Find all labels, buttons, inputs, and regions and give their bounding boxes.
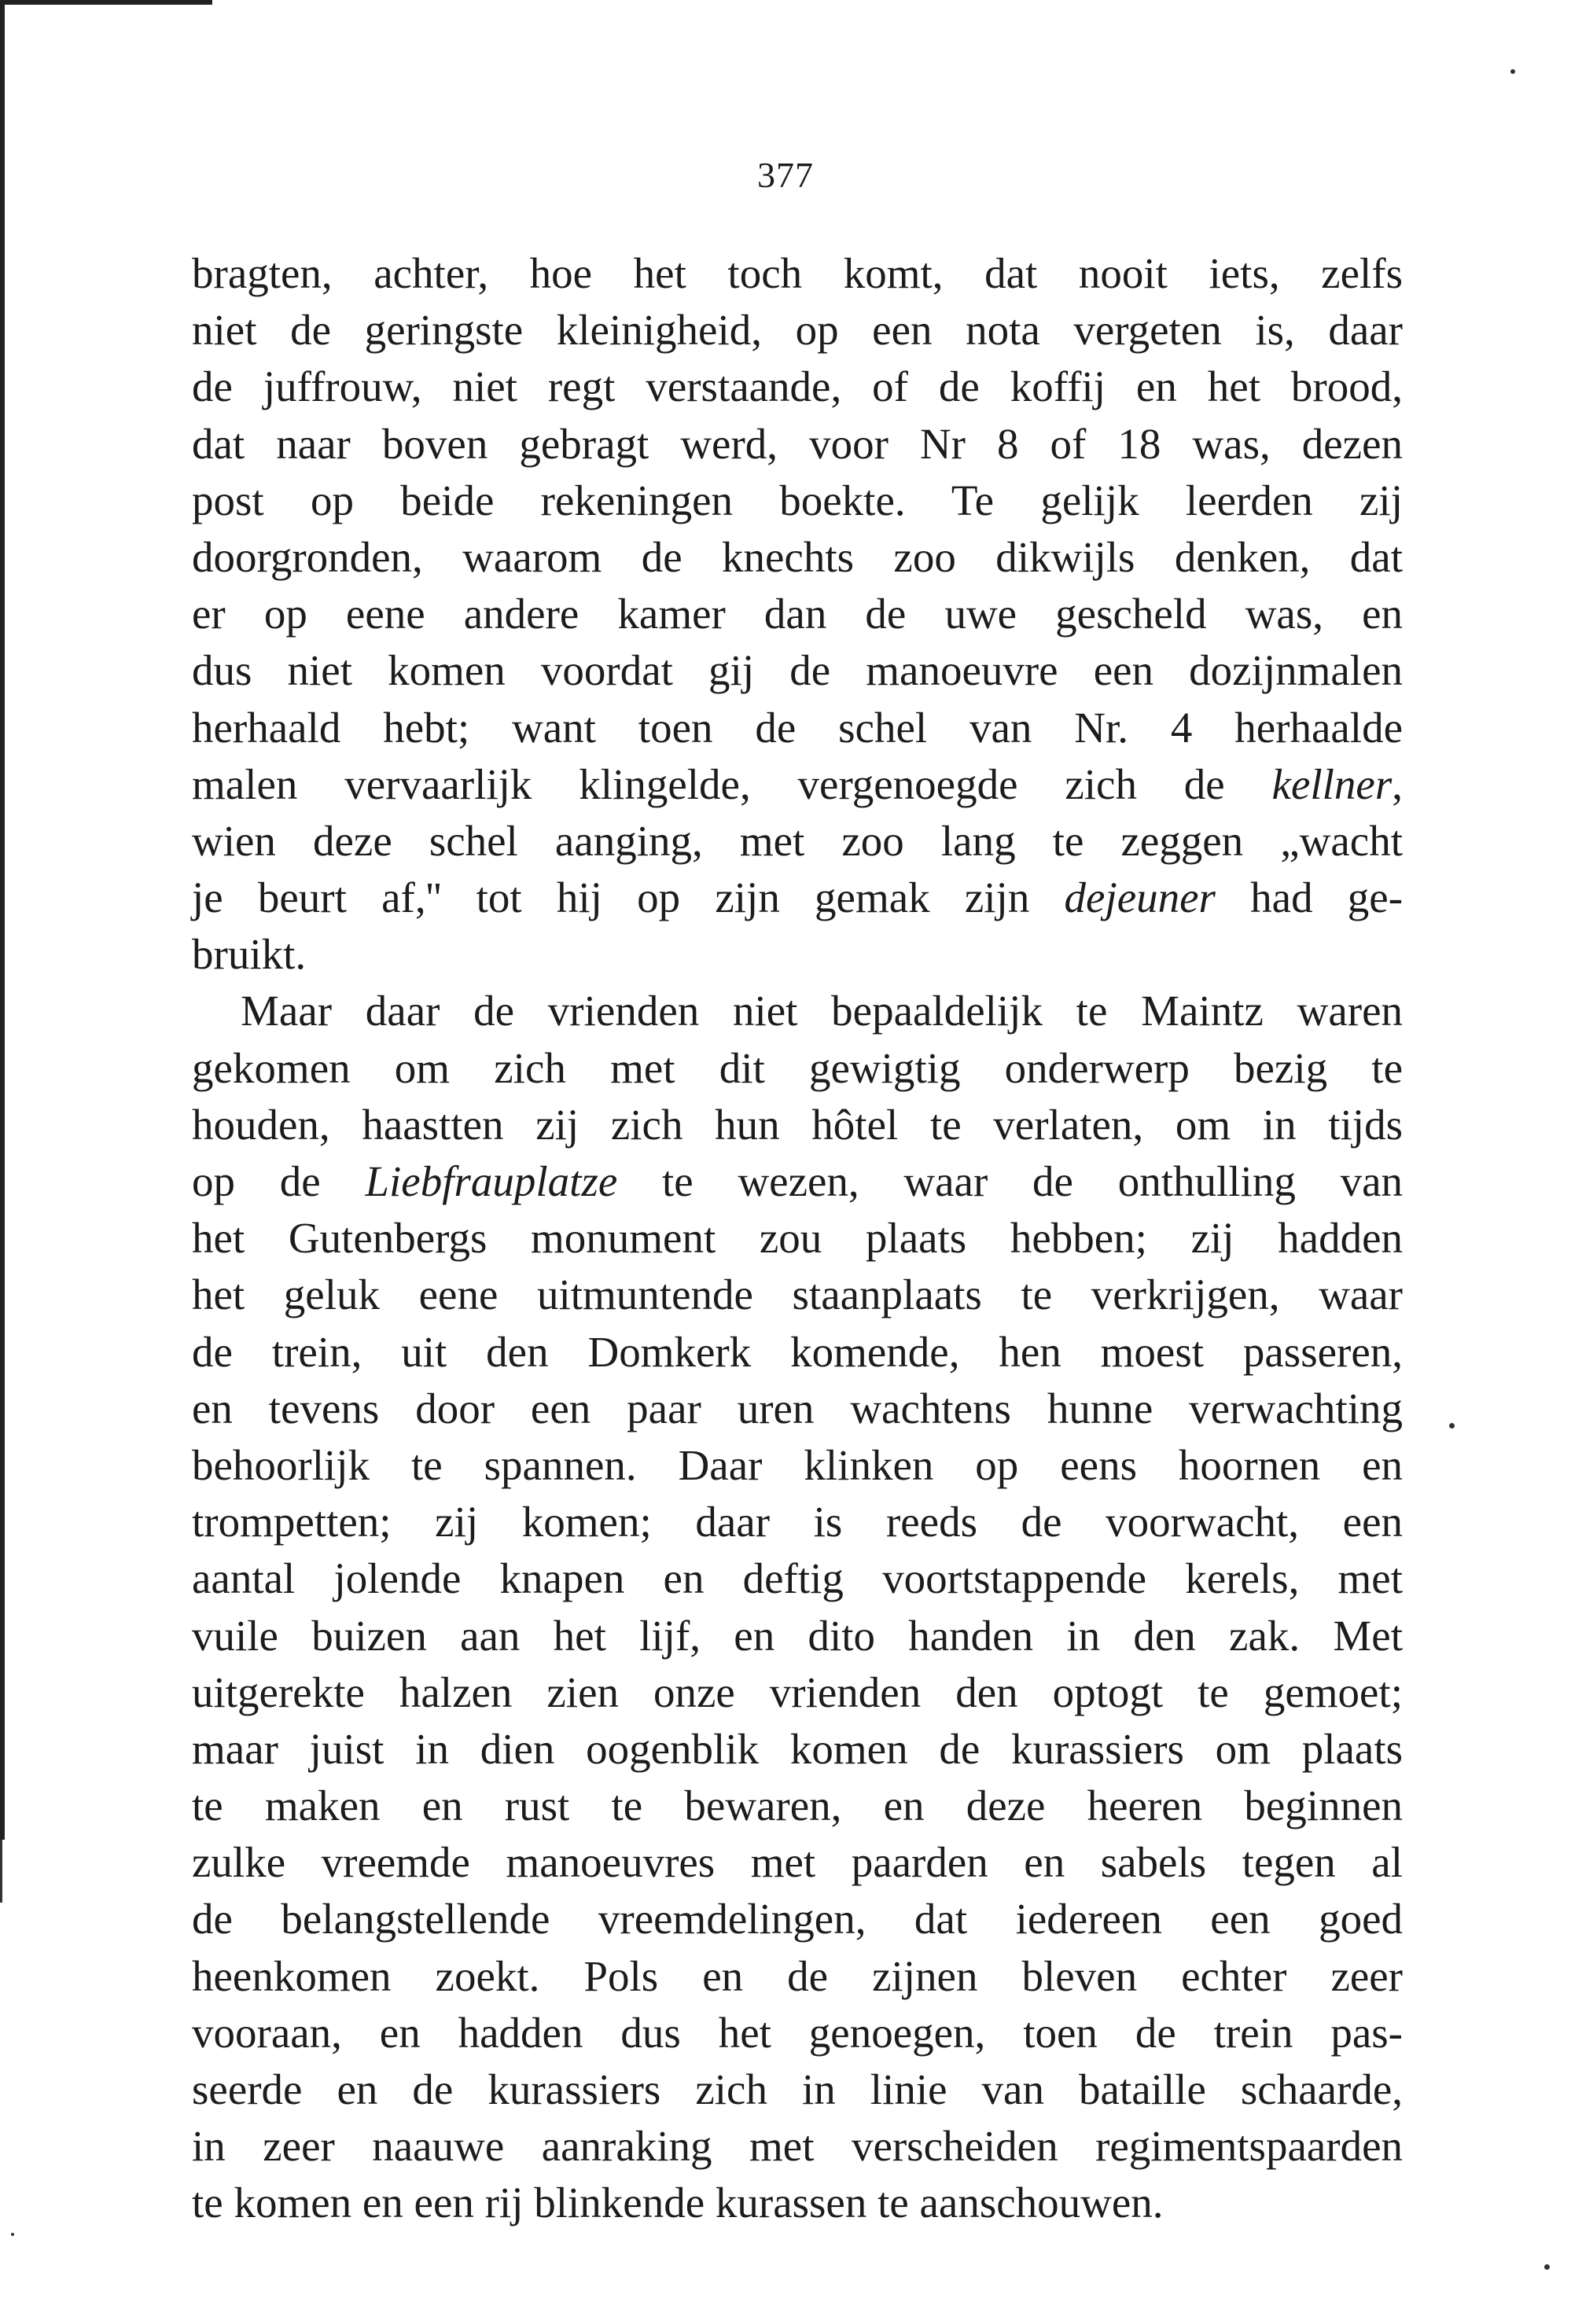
text-line xyxy=(192,642,1403,699)
text-line xyxy=(192,983,1403,1039)
line-text: doorgronden, waarom de knechts zoo dikwijls denken, dat xyxy=(192,532,1403,581)
scan-edge-top xyxy=(0,0,212,5)
text-line xyxy=(192,302,1403,359)
line-text: de belangstellende vreemdelingen, dat iedereen een goed xyxy=(192,1895,1403,1943)
text-line xyxy=(192,2118,1403,2175)
line-text: Maar daar de vrienden niet bepaaldelijk te Maintz waren xyxy=(241,987,1403,1035)
line-text: dat naar boven gebragt werd, voor Nr 8 of 18 was, dezen xyxy=(192,419,1403,468)
text-line xyxy=(192,1381,1403,1437)
line-text: bruikt. xyxy=(192,930,307,979)
line-text: te wezen, waar de onthulling van xyxy=(617,1157,1403,1205)
line-text: bragten, achter, hoe het toch komt, dat nooit iets, zelfs xyxy=(192,249,1403,297)
text-line xyxy=(192,1040,1403,1097)
scan-speck xyxy=(11,2233,14,2236)
text-line xyxy=(192,1608,1403,1664)
text-line xyxy=(192,1891,1403,1947)
text-line xyxy=(192,473,1403,529)
line-text: gekomen om zich met dit gewigtig onderwerp bezig te xyxy=(192,1043,1403,1092)
text-line xyxy=(192,1778,1403,1834)
scan-edge-left-lower xyxy=(0,1840,2,1903)
page-number: 377 xyxy=(757,155,814,195)
line-text: vooraan, en hadden dus het genoegen, toen de trein pas- xyxy=(192,2008,1403,2057)
line-text: uitgerekte halzen zien onze vrienden den optogt te gemoet; xyxy=(192,1668,1403,1716)
line-text: had ge- xyxy=(1215,873,1404,922)
line-text: in zeer naauwe aanraking met verscheiden regimentspaarden xyxy=(192,2122,1403,2171)
text-line xyxy=(192,1097,1403,1153)
scan-speck xyxy=(1544,2264,1550,2270)
text-line xyxy=(192,2175,1403,2231)
line-text: seerde en de kurassiers zich in linie van bataille schaarde, xyxy=(192,2065,1403,2113)
line-text: op de xyxy=(192,1157,366,1205)
line-text: zulke vreemde manoeuvres met paarden en sabels tegen al xyxy=(192,1838,1403,1887)
text-line xyxy=(192,926,1403,983)
text-line xyxy=(192,2061,1403,2118)
line-text: niet de geringste kleinigheid, op een nota vergeten is, daar xyxy=(192,306,1403,355)
line-text: aantal jolende knapen en deftig voortstappende kerels, met xyxy=(192,1554,1403,1603)
text-line xyxy=(192,2005,1403,2061)
line-text: te komen en een rij blinkende kurassen te aanschouwen. xyxy=(192,2179,1164,2227)
line-text: en tevens door een paar uren wachtens hunne verwachting xyxy=(192,1384,1403,1432)
text-line xyxy=(192,1494,1403,1550)
scan-speck xyxy=(1449,1423,1455,1429)
text-line xyxy=(192,586,1403,642)
text-line xyxy=(192,529,1403,586)
line-text: wien deze schel aanging, met zoo lang te zeggen „wacht xyxy=(192,816,1403,865)
text-line xyxy=(192,700,1403,756)
scan-edge-left xyxy=(0,0,5,1840)
line-text: trompetten; zij komen; daar is reeds de voorwacht, een xyxy=(192,1498,1403,1546)
line-text: dus niet komen voordat gij de manoeuvre een dozijnmalen xyxy=(192,646,1403,695)
text-line xyxy=(192,813,1403,870)
line-text: post op beide rekeningen boekte. Te gelijk leerden zij xyxy=(192,476,1403,524)
line-text: te maken en rust te bewaren, en deze heeren beginnen xyxy=(192,1782,1403,1830)
italic-term: kellner xyxy=(1271,759,1393,808)
text-line xyxy=(192,756,1403,813)
italic-term: dejeuner xyxy=(1064,873,1216,922)
line-text: de juffrouw, niet regt verstaande, of de koffij en het brood, xyxy=(192,362,1403,411)
line-text: het geluk eene uitmuntende staanplaats te verkrijgen, waar xyxy=(192,1270,1403,1319)
text-line xyxy=(192,359,1403,415)
text-line xyxy=(192,245,1403,302)
line-text: , xyxy=(1392,759,1403,808)
body-text xyxy=(192,245,1403,2232)
line-text: de trein, uit den Domkerk komende, hen moest passeren, xyxy=(192,1327,1403,1376)
text-line xyxy=(192,1721,1403,1778)
text-line xyxy=(192,1324,1403,1381)
text-line xyxy=(192,1550,1403,1607)
line-text: heenkomen zoekt. Pols en de zijnen bleven echter zeer xyxy=(192,1951,1403,2000)
text-line xyxy=(192,870,1403,926)
text-line xyxy=(192,1664,1403,1721)
line-text: malen vervaarlijk klingelde, vergenoegde zich de xyxy=(192,759,1272,808)
line-text: behoorlijk te spannen. Daar klinken op eens hoornen en xyxy=(192,1440,1403,1489)
line-text: herhaald hebt; want toen de schel van Nr. 4 herhaalde xyxy=(192,703,1403,752)
line-text: je beurt af,'' tot hij op zijn gemak zijn xyxy=(192,873,1065,922)
text-line xyxy=(192,416,1403,473)
text-line xyxy=(192,1210,1403,1267)
line-text: het Gutenbergs monument zou plaats hebben; zij hadden xyxy=(192,1214,1403,1263)
text-line xyxy=(192,1834,1403,1891)
line-text: vuile buizen aan het lijf, en dito handen in den zak. Met xyxy=(192,1611,1403,1660)
text-line xyxy=(192,1267,1403,1323)
line-text: maar juist in dien oogenblik komen de kurassiers om plaats xyxy=(192,1724,1403,1773)
italic-term: Liebfrauplatze xyxy=(365,1157,618,1205)
text-line xyxy=(192,1153,1403,1210)
text-line xyxy=(192,1948,1403,2005)
line-text: houden, haastten zij zich hun hôtel te verlaten, om in tijds xyxy=(192,1100,1403,1149)
scan-speck xyxy=(1510,69,1515,74)
text-line xyxy=(192,1437,1403,1494)
line-text: er op eene andere kamer dan de uwe gescheld was, en xyxy=(192,590,1403,638)
